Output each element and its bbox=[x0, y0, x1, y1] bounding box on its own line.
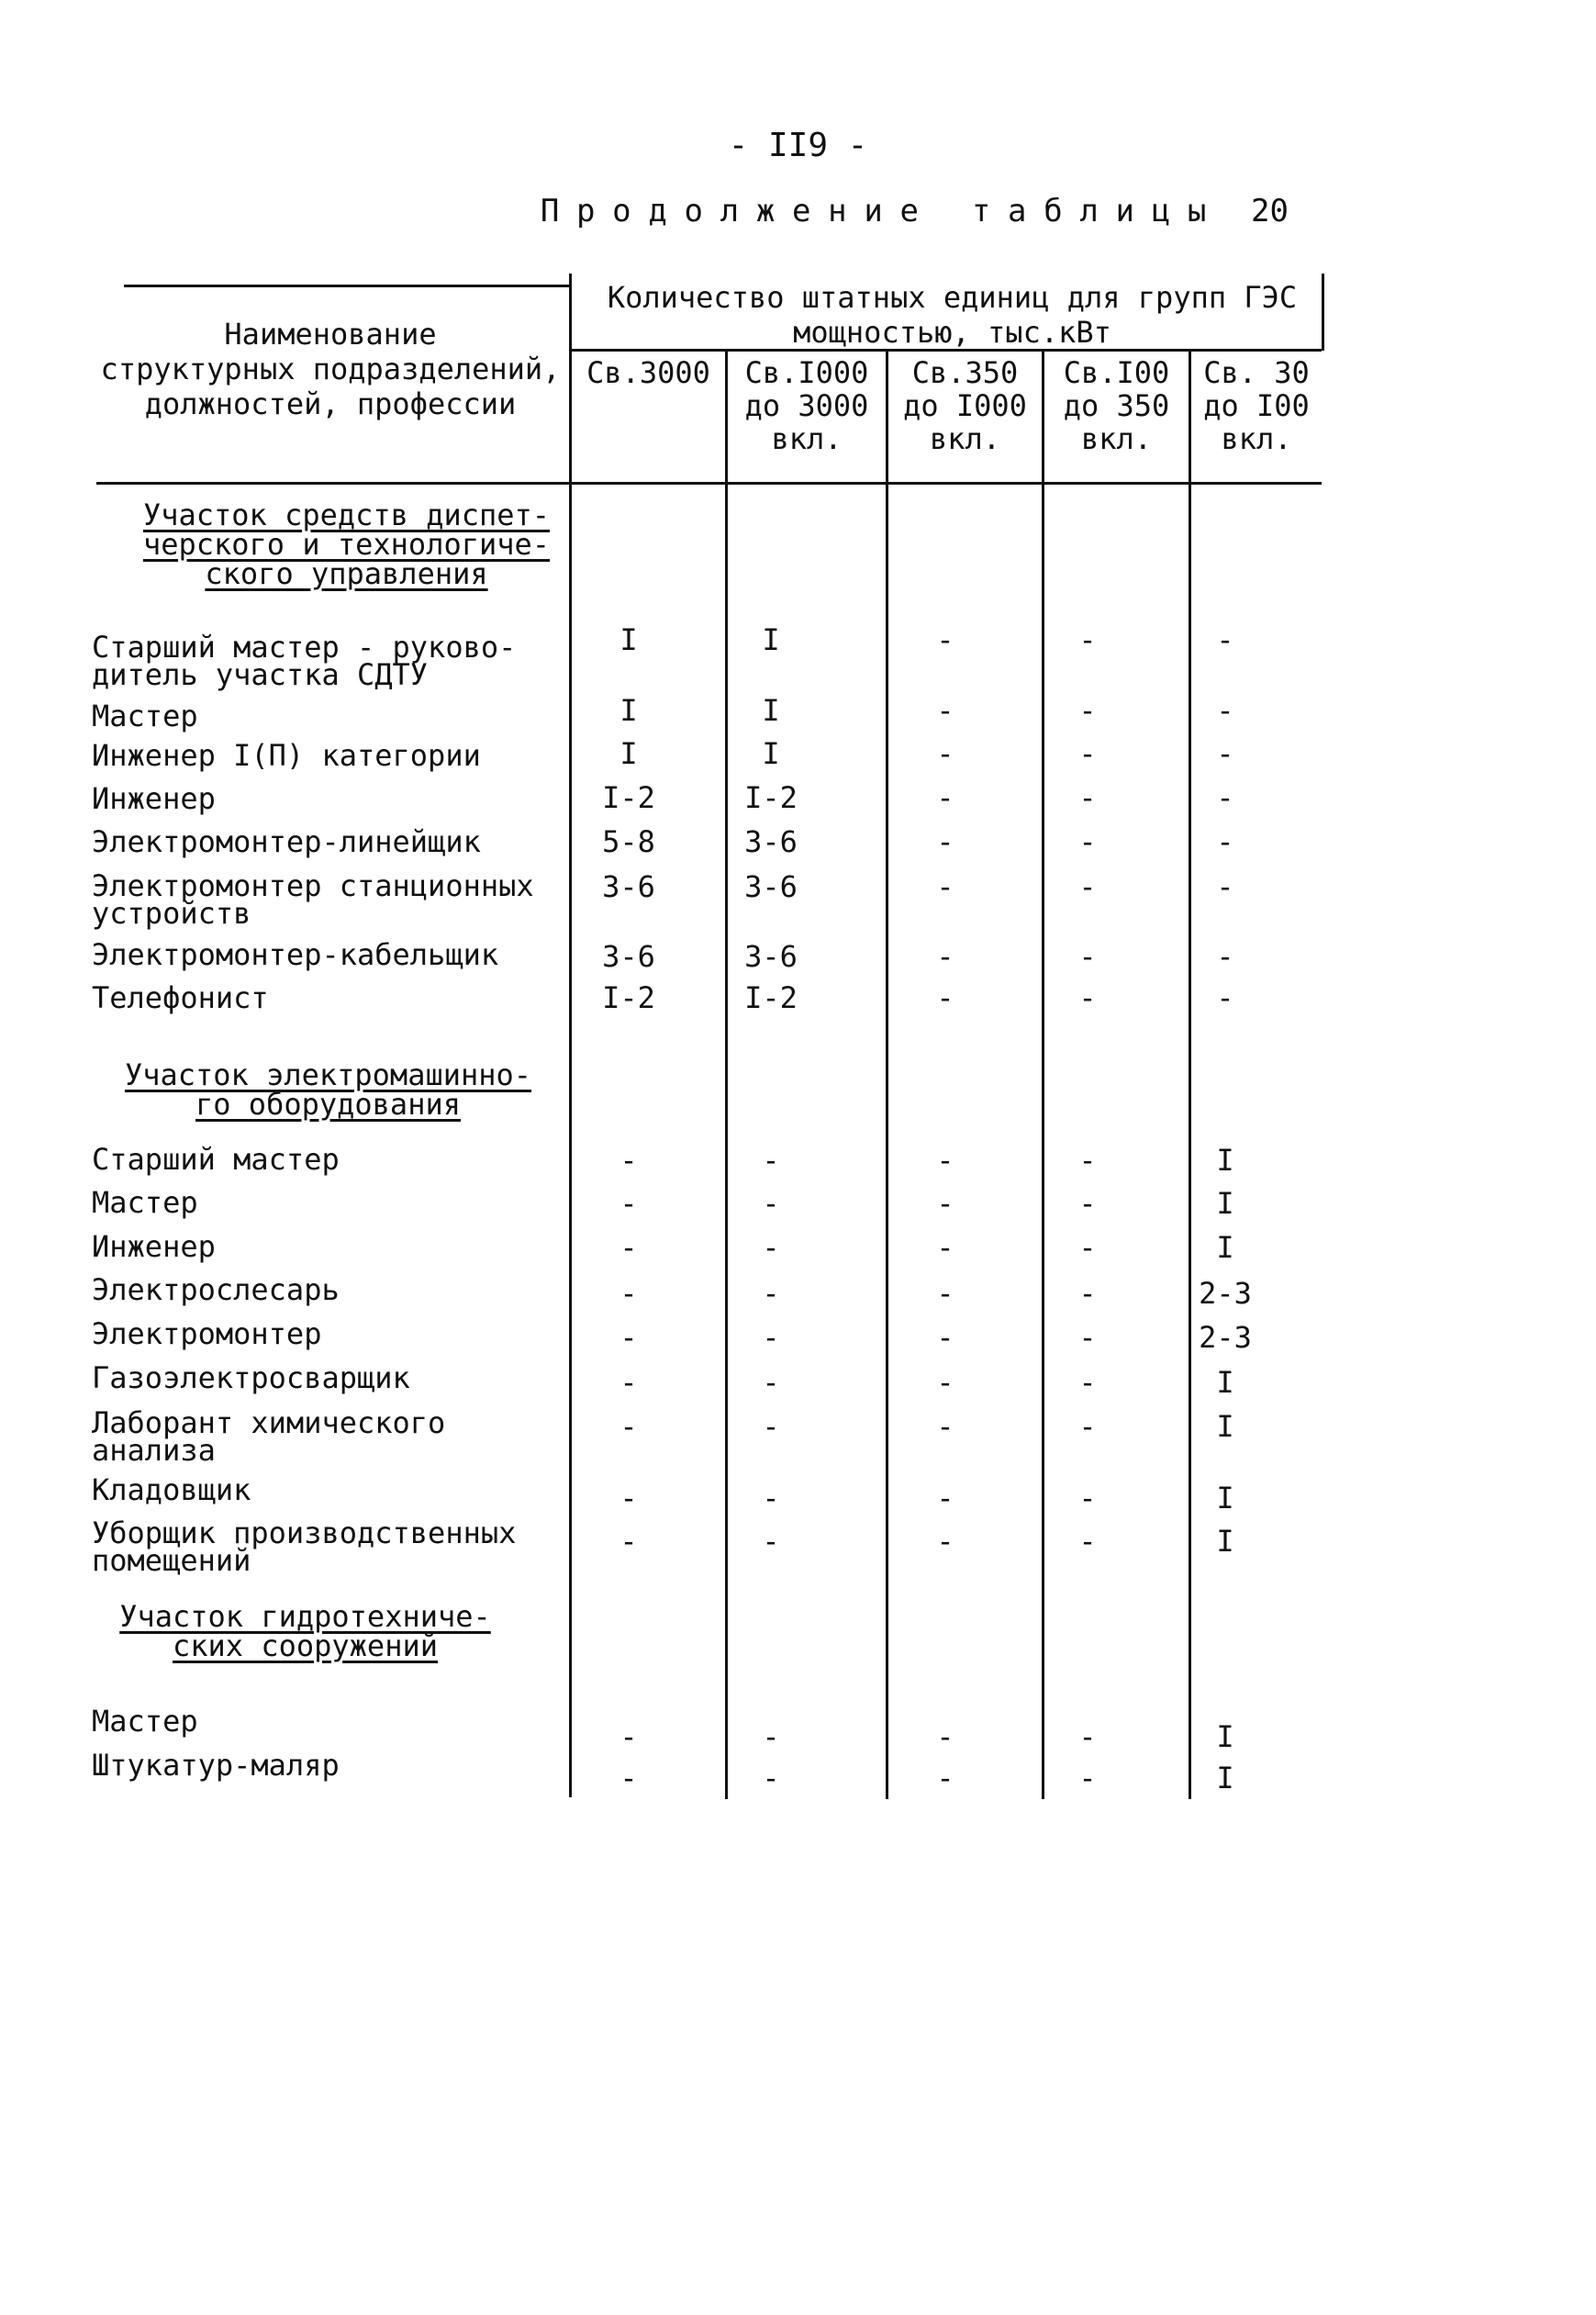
row-label-line: Старший мастер bbox=[92, 1142, 340, 1177]
group-header-line: мощностью, тыс.кВт bbox=[793, 315, 1111, 350]
section-title-text: ских сооружений bbox=[173, 1628, 438, 1663]
section-title-text: черского и технологиче- bbox=[142, 527, 551, 562]
table-cell: I bbox=[1216, 1761, 1234, 1795]
table-cell: - bbox=[619, 1230, 638, 1265]
row-label bbox=[92, 1472, 569, 1507]
table-cell: - bbox=[1078, 1320, 1097, 1355]
column-divider bbox=[569, 274, 572, 1797]
column-header-line: Св.3000 bbox=[586, 355, 710, 390]
row-label-line: Мастер bbox=[92, 1704, 198, 1739]
header-top-rule bbox=[124, 285, 569, 287]
row-label bbox=[92, 781, 569, 816]
column-header bbox=[572, 356, 725, 389]
table-cell: - bbox=[936, 869, 954, 904]
row-label-line: устройств bbox=[92, 896, 251, 931]
column-header-line: до 350 bbox=[1063, 388, 1170, 423]
row-label-line: Газоэлектросварщик bbox=[92, 1360, 410, 1395]
table-cell: - bbox=[619, 1365, 638, 1400]
column-divider bbox=[886, 349, 888, 1799]
row-label bbox=[92, 868, 569, 931]
table-cell: - bbox=[1216, 622, 1234, 657]
row-label-line: Лаборант химического bbox=[92, 1405, 446, 1440]
column-header-line: вкл. bbox=[1221, 421, 1292, 456]
section-title-line bbox=[119, 1057, 537, 1092]
section-title bbox=[115, 1599, 496, 1663]
section-title-line bbox=[142, 500, 551, 530]
table-cell: I bbox=[619, 622, 638, 657]
table-cell: - bbox=[619, 1524, 638, 1559]
section-title-line bbox=[142, 527, 551, 562]
column-divider bbox=[725, 349, 728, 1799]
table-cell: I bbox=[762, 622, 780, 657]
section-title-text: Участок гидротехниче- bbox=[119, 1599, 491, 1634]
row-label bbox=[92, 1142, 569, 1177]
table-cell: - bbox=[1216, 939, 1234, 974]
table-cell: - bbox=[619, 1186, 638, 1221]
table-cell: - bbox=[1078, 1409, 1097, 1444]
table-cell: 3-6 bbox=[744, 869, 798, 904]
table-number: 20 bbox=[1251, 193, 1289, 229]
page-number: - II9 - bbox=[728, 127, 868, 164]
row-label bbox=[92, 738, 569, 773]
table-cell: - bbox=[762, 1276, 780, 1311]
row-label-line: Инженер bbox=[92, 781, 216, 816]
table-cell: - bbox=[936, 1719, 954, 1754]
table-cell: - bbox=[1078, 824, 1097, 859]
table-cell: - bbox=[1216, 869, 1234, 904]
table-cell: - bbox=[1216, 736, 1234, 771]
column-header-line: Св.I000 bbox=[744, 355, 869, 390]
table-cell: 3-6 bbox=[744, 939, 798, 974]
table-cell: - bbox=[1216, 824, 1234, 859]
table-cell: - bbox=[619, 1719, 638, 1754]
row-label bbox=[92, 1405, 569, 1468]
section-title-text: ского управления bbox=[205, 556, 488, 591]
column-header bbox=[728, 356, 886, 455]
column-header-line: вкл. bbox=[929, 421, 1001, 456]
table-cell: - bbox=[936, 1276, 954, 1311]
table-cell: - bbox=[1078, 622, 1097, 657]
table-cell: - bbox=[1078, 1365, 1097, 1400]
row-label-line: Штукатур-маляр bbox=[92, 1748, 340, 1783]
row-label-line: Электромонтер-линейщик bbox=[92, 824, 481, 859]
row-label-line: Электромонтер-кабельщик bbox=[92, 937, 499, 972]
table-caption bbox=[541, 193, 1289, 229]
table-cell: - bbox=[762, 1481, 780, 1515]
table-cell: - bbox=[619, 1481, 638, 1515]
table-cell: - bbox=[1078, 869, 1097, 904]
table-cell: I bbox=[619, 736, 638, 771]
column-divider bbox=[1042, 349, 1044, 1799]
row-label-line: Старший мастер - руково- bbox=[92, 630, 517, 665]
column-divider bbox=[1189, 349, 1191, 1799]
table-cell: - bbox=[1078, 693, 1097, 728]
table-cell: - bbox=[1078, 939, 1097, 974]
column-header bbox=[1044, 356, 1189, 455]
table-cell: - bbox=[1078, 1481, 1097, 1515]
table-cell: - bbox=[1078, 1230, 1097, 1265]
section-title bbox=[142, 498, 551, 591]
table-cell: I bbox=[1216, 1186, 1234, 1221]
table-cell: I-2 bbox=[602, 980, 655, 1015]
header-bottom-rule bbox=[96, 482, 1322, 485]
row-label-line: Уборщик производственных bbox=[92, 1515, 517, 1550]
row-label-line: Электромонтер bbox=[92, 1316, 322, 1351]
table-cell: I bbox=[1216, 1230, 1234, 1265]
table-cell: - bbox=[762, 1230, 780, 1265]
table-cell: - bbox=[936, 622, 954, 657]
row-label-line: Телефонист bbox=[92, 980, 269, 1015]
table-cell: - bbox=[1216, 780, 1234, 815]
table-cell: - bbox=[936, 980, 954, 1015]
table-cell: - bbox=[936, 824, 954, 859]
section-title-line bbox=[115, 1599, 496, 1634]
table-cell: 2-3 bbox=[1199, 1276, 1252, 1311]
row-label bbox=[92, 1748, 569, 1783]
table-cell: 3-6 bbox=[602, 869, 655, 904]
row-label-line: Инженер I(П) категории bbox=[92, 738, 481, 773]
table-cell: - bbox=[1078, 1761, 1097, 1795]
table-cell: - bbox=[936, 1524, 954, 1559]
table-cell: - bbox=[936, 1186, 954, 1221]
table-cell: - bbox=[1078, 980, 1097, 1015]
table-cell: I-2 bbox=[602, 780, 655, 815]
row-label-line: Мастер bbox=[92, 699, 198, 733]
table-cell: 3-6 bbox=[602, 939, 655, 974]
table-cell: - bbox=[1078, 1186, 1097, 1221]
column-header-line: вкл. bbox=[771, 421, 843, 456]
column-header-line: Св.350 bbox=[911, 355, 1019, 390]
row-label bbox=[92, 824, 569, 859]
table-cell: - bbox=[936, 1320, 954, 1355]
table-cell: - bbox=[936, 693, 954, 728]
table-cell: - bbox=[936, 1230, 954, 1265]
table-cell: I bbox=[1216, 1481, 1234, 1515]
section-title-line bbox=[142, 556, 551, 591]
table-cell: I-2 bbox=[744, 980, 798, 1015]
table-cell: - bbox=[762, 1320, 780, 1355]
table-cell: - bbox=[1078, 1276, 1097, 1311]
row-label bbox=[92, 937, 569, 972]
column-header-line: до 3000 bbox=[744, 388, 869, 423]
table-cell: I bbox=[1216, 1365, 1234, 1400]
table-cell: I bbox=[619, 693, 638, 728]
row-label-line: Мастер bbox=[92, 1185, 198, 1220]
row-label bbox=[92, 699, 569, 733]
section-title-line bbox=[115, 1628, 496, 1663]
column-header-line: до I00 bbox=[1203, 388, 1310, 423]
table-cell: - bbox=[1078, 780, 1097, 815]
row-label-line: помещений bbox=[92, 1543, 251, 1578]
row-label bbox=[92, 1229, 569, 1264]
table-cell: I bbox=[1216, 1409, 1234, 1444]
table-cell: I bbox=[1216, 1524, 1234, 1559]
group-header bbox=[574, 280, 1331, 350]
row-header-line: структурных подразделений, bbox=[100, 352, 561, 386]
table-cell: - bbox=[762, 1719, 780, 1754]
table-cell: I bbox=[762, 693, 780, 728]
table-cell: - bbox=[936, 780, 954, 815]
column-header bbox=[1191, 356, 1322, 455]
row-label bbox=[92, 1316, 569, 1351]
table-cell: - bbox=[936, 1409, 954, 1444]
column-header bbox=[888, 356, 1042, 455]
row-label bbox=[92, 1704, 569, 1739]
row-label bbox=[92, 1515, 569, 1578]
table-cell: - bbox=[936, 939, 954, 974]
section-title-text: го оборудования bbox=[195, 1087, 461, 1122]
row-header-line: Наименование bbox=[224, 317, 437, 352]
table-cell: - bbox=[762, 1524, 780, 1559]
column-header-line: до I000 bbox=[903, 388, 1027, 423]
table-cell: - bbox=[762, 1409, 780, 1444]
table-cell: - bbox=[1078, 1143, 1097, 1178]
table-cell: I bbox=[762, 736, 780, 771]
table-cell: - bbox=[762, 1761, 780, 1795]
group-header-line: Количество штатных единиц для групп ГЭС bbox=[607, 280, 1298, 315]
table-cell: - bbox=[619, 1409, 638, 1444]
table-cell: - bbox=[762, 1365, 780, 1400]
table-cell: - bbox=[936, 1481, 954, 1515]
table-cell: 2-3 bbox=[1199, 1320, 1252, 1355]
section-title-text: Участок средств диспет- bbox=[142, 498, 551, 532]
row-header-line: должностей, профессии bbox=[144, 386, 517, 421]
table-cell: - bbox=[619, 1143, 638, 1178]
row-label-line: дитель участка СДТУ bbox=[92, 657, 429, 692]
table-cell: - bbox=[619, 1320, 638, 1355]
table-cell: - bbox=[1216, 980, 1234, 1015]
row-label-line: Электромонтер станционных bbox=[92, 868, 534, 903]
table-cell: 5-8 bbox=[602, 824, 655, 859]
row-label bbox=[92, 1185, 569, 1220]
table-cell: - bbox=[619, 1276, 638, 1311]
caption-text: Продолжение таблицы bbox=[540, 193, 1224, 229]
row-label-line: Инженер bbox=[92, 1229, 216, 1264]
table-cell: I bbox=[1216, 1143, 1234, 1178]
column-header-line: Св.I00 bbox=[1063, 355, 1170, 390]
row-label-line: анализа bbox=[92, 1433, 216, 1468]
row-label bbox=[92, 630, 569, 692]
row-label bbox=[92, 1272, 569, 1307]
section-title-line bbox=[119, 1087, 537, 1122]
table-cell: 3-6 bbox=[744, 824, 798, 859]
row-label-line: Кладовщик bbox=[92, 1472, 251, 1507]
row-label bbox=[92, 1360, 569, 1395]
row-header bbox=[92, 317, 569, 421]
table-cell: I-2 bbox=[744, 780, 798, 815]
table-cell: - bbox=[936, 736, 954, 771]
table-cell: - bbox=[1078, 736, 1097, 771]
table-cell: - bbox=[1078, 1524, 1097, 1559]
table-cell: - bbox=[936, 1143, 954, 1178]
column-header-line: Св. 30 bbox=[1203, 355, 1310, 390]
section-title bbox=[119, 1057, 537, 1122]
table-cell: - bbox=[936, 1761, 954, 1795]
row-label-line: Электрослесарь bbox=[92, 1272, 340, 1307]
row-label bbox=[92, 980, 569, 1015]
table-cell: - bbox=[1216, 693, 1234, 728]
table-cell: - bbox=[762, 1186, 780, 1221]
table-cell: - bbox=[619, 1761, 638, 1795]
table-cell: - bbox=[1078, 1719, 1097, 1754]
column-header-line: вкл. bbox=[1080, 421, 1153, 456]
section-title-text: Участок электромашинно- bbox=[124, 1057, 532, 1092]
table-cell: I bbox=[1216, 1719, 1234, 1754]
table-cell: - bbox=[762, 1143, 780, 1178]
table-cell: - bbox=[936, 1365, 954, 1400]
